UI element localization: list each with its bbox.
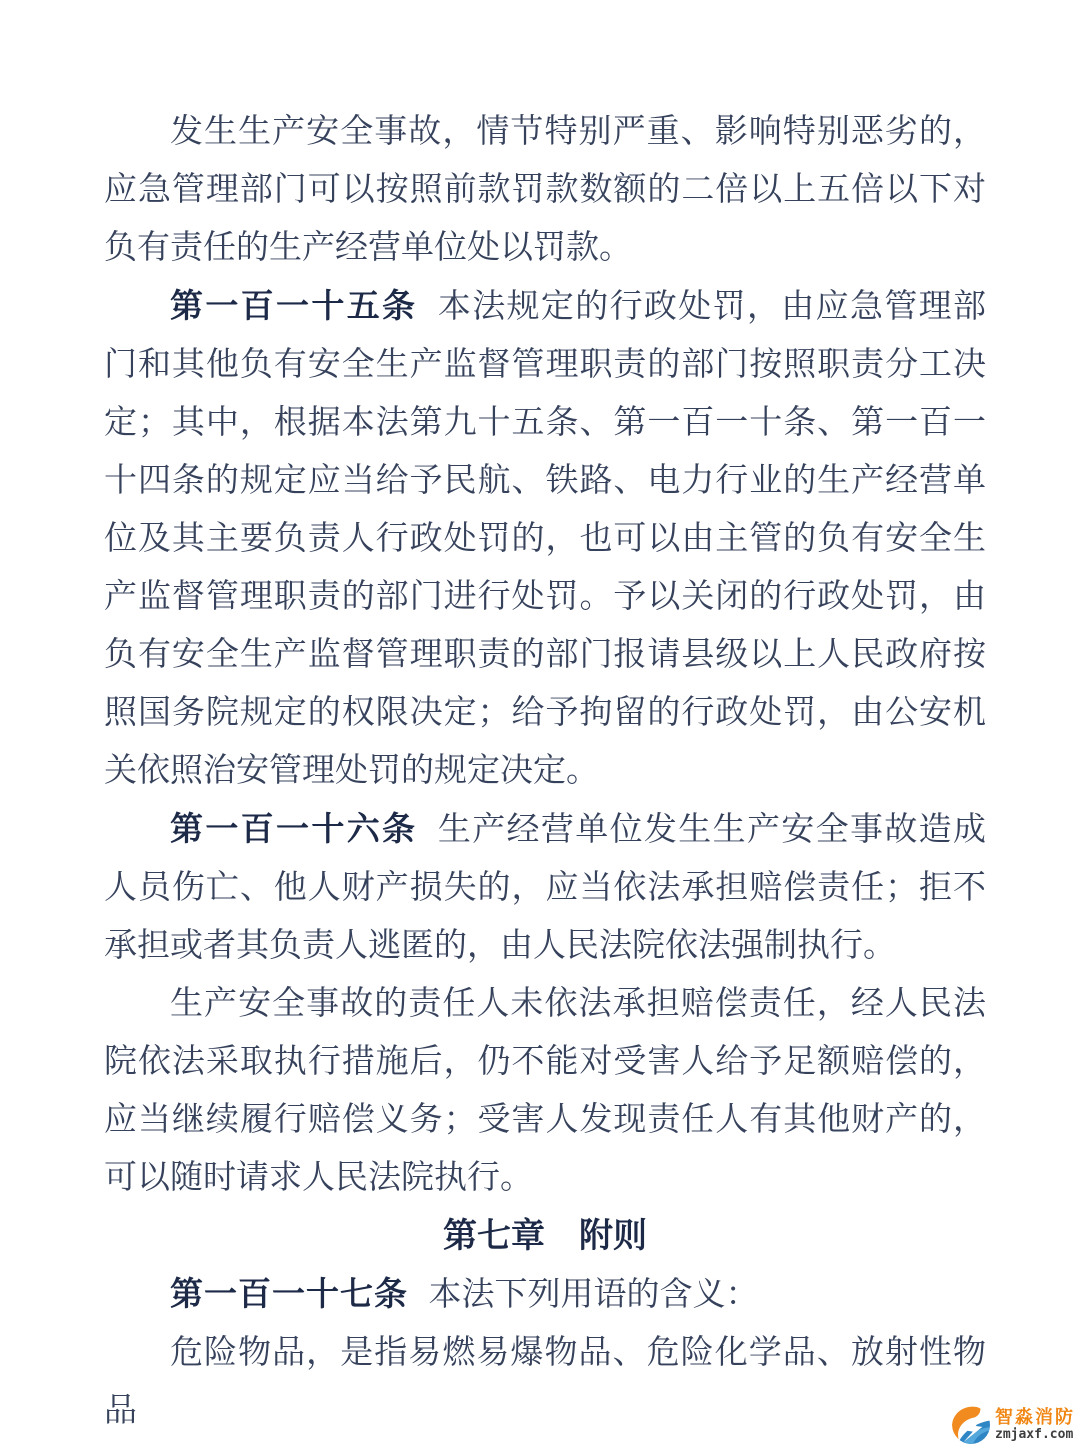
watermark [952,1406,1075,1444]
paragraph-article-115 [104,277,986,800]
article-115-number: 第一百一十五条 [170,287,418,324]
paragraph-penalty-multiplier [104,103,986,277]
paragraph-article-117 [104,1265,986,1324]
paragraph-text: 发生生产安全事故，情节特别严重、影响特别恶劣的，应急管理部门可以按照前款罚款数额的二倍以上五倍以下对负有责任的生产经营单位处以罚款。 [104,114,986,266]
paragraph-article-116 [104,800,986,975]
watermark-text [995,1408,1075,1442]
article-115-text: 本法规定的行政处罚，由应急管理部门和其他负有安全生产监督管理职责的部门按照职责分工决定；其中，根据本法第九十五条、第一百一十条、第一百一十四条的规定应当给予民航、铁路、电力行业的生产经营单位及其主要负责人行政处罚的，也可以由主管的负有安全生产监督管理职责的部门进行处罚。予以关闭的行政处罚，由负有安全生产监督管理职责的部门报请县级以上人民政府按照国务院规定的权限决定；给予拘留的行政处罚，由公安机关依照治安管理处罚的规定决定。 [104,289,987,789]
paragraph-compensation-liability [104,975,986,1207]
article-117-text: 本法下列用语的含义： [428,1277,759,1313]
article-117-number: 第一百一十七条 [170,1275,408,1312]
paragraph-text: 危险物品，是指易燃易爆物品、危险化学品、放射性物品 [104,1335,986,1429]
paragraph-text: 生产安全事故的责任人未依法承担赔偿责任，经人民法院依法采取执行措施后，仍不能对受害人给予足额赔偿的，应当继续履行赔偿义务；受害人发现责任人有其他财产的，可以随时请求人民法院执行。 [104,986,986,1196]
legal-text-block [104,103,986,1440]
chapter-7-heading: 第七章 附则 [443,1217,647,1255]
watermark-domain: zmjaxf.com [995,1426,1074,1442]
zhimiao-logo-icon [952,1406,990,1444]
article-116-number: 第一百一十六条 [170,810,418,847]
paragraph-hazardous-materials-definition [104,1324,986,1440]
article-116-text: 生产经营单位发生生产安全事故造成人员伤亡、他人财产损失的，应当依法承担赔偿责任；拒不承担或者其负责人逃匿的，由人民法院依法强制执行。 [104,812,987,964]
watermark-brand-name: 智淼消防 [995,1406,1075,1427]
